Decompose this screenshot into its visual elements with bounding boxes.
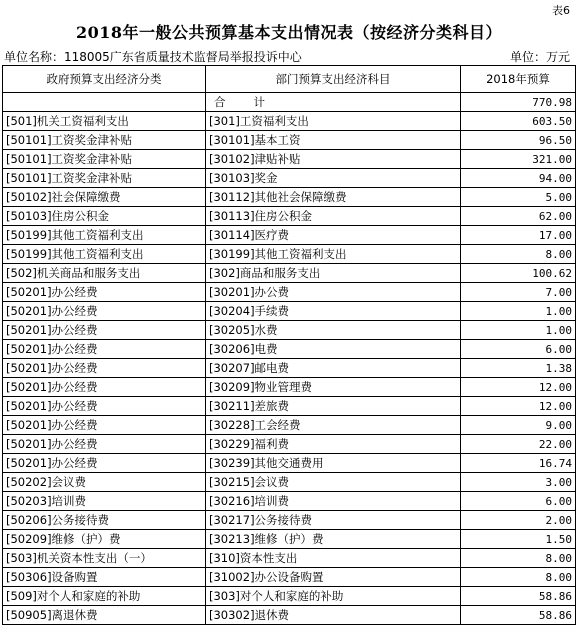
gov-classification-cell: [50203]培训费 xyxy=(3,492,206,511)
dept-subject-cell: [30201]办公费 xyxy=(206,283,461,302)
amount-cell: 1.50 xyxy=(461,530,576,549)
table-row xyxy=(3,435,576,454)
amount-cell: 62.00 xyxy=(461,207,576,226)
amount-cell: 5.00 xyxy=(461,188,576,207)
dept-subject-cell: [30302]退休费 xyxy=(206,606,461,625)
table-row xyxy=(3,473,576,492)
currency-unit-label: 单位：万元 xyxy=(509,50,570,64)
table-row xyxy=(3,587,576,606)
dept-subject-cell: [30213]维修（护）费 xyxy=(206,530,461,549)
table-row xyxy=(3,568,576,587)
total-value: 770.98 xyxy=(461,93,576,112)
amount-cell: 16.74 xyxy=(461,454,576,473)
gov-classification-cell: [50201]办公经费 xyxy=(3,397,206,416)
amount-cell: 12.00 xyxy=(461,378,576,397)
dept-subject-cell: [30113]住房公积金 xyxy=(206,207,461,226)
dept-subject-cell: [30199]其他工资福利支出 xyxy=(206,245,461,264)
table-row xyxy=(3,378,576,397)
table-row xyxy=(3,340,576,359)
dept-subject-cell: [30101]基本工资 xyxy=(206,131,461,150)
gov-classification-cell: [50306]设备购置 xyxy=(3,568,206,587)
amount-cell: 8.00 xyxy=(461,568,576,587)
amount-cell: 1.38 xyxy=(461,359,576,378)
gov-classification-cell: [50201]办公经费 xyxy=(3,340,206,359)
dept-subject-cell: [30205]水费 xyxy=(206,321,461,340)
amount-cell: 7.00 xyxy=(461,283,576,302)
table-row xyxy=(3,226,576,245)
amount-cell: 96.50 xyxy=(461,131,576,150)
gov-classification-cell: [50199]其他工资福利支出 xyxy=(3,226,206,245)
gov-classification-cell: [502]机关商品和服务支出 xyxy=(3,264,206,283)
table-row xyxy=(3,492,576,511)
gov-classification-cell: [503]机关资本性支出（一） xyxy=(3,549,206,568)
dept-subject-cell: [30215]会议费 xyxy=(206,473,461,492)
dept-subject-cell: [30211]差旅费 xyxy=(206,397,461,416)
table-row xyxy=(3,511,576,530)
total-row xyxy=(3,93,576,112)
dept-subject-cell: [303]对个人和家庭的补助 xyxy=(206,587,461,606)
dept-subject-cell: [30206]电费 xyxy=(206,340,461,359)
table-row xyxy=(3,454,576,473)
gov-classification-cell: [50905]离退休费 xyxy=(3,606,206,625)
gov-classification-cell: [50101]工资奖金津补贴 xyxy=(3,131,206,150)
dept-subject-cell: [30103]奖金 xyxy=(206,169,461,188)
dept-subject-cell: [30207]邮电费 xyxy=(206,359,461,378)
gov-classification-cell: [509]对个人和家庭的补助 xyxy=(3,587,206,606)
gov-classification-cell: [50201]办公经费 xyxy=(3,435,206,454)
gov-classification-cell: [50209]维修（护）费 xyxy=(3,530,206,549)
gov-classification-cell: [50102]社会保障缴费 xyxy=(3,188,206,207)
amount-cell: 321.00 xyxy=(461,150,576,169)
total-empty-cell xyxy=(3,93,206,112)
table-row xyxy=(3,150,576,169)
amount-cell: 6.00 xyxy=(461,492,576,511)
table-row xyxy=(3,397,576,416)
dept-subject-cell: [301]工资福利支出 xyxy=(206,112,461,131)
gov-classification-cell: [50201]办公经费 xyxy=(3,378,206,397)
table-header-row xyxy=(3,66,576,93)
column-header-dept-subject: 部门预算支出经济科目 xyxy=(206,66,461,93)
amount-cell: 603.50 xyxy=(461,112,576,131)
gov-classification-cell: [50201]办公经费 xyxy=(3,321,206,340)
table-row xyxy=(3,112,576,131)
dept-subject-cell: [30217]公务接待费 xyxy=(206,511,461,530)
dept-subject-cell: [30229]福利费 xyxy=(206,435,461,454)
table-row xyxy=(3,416,576,435)
amount-cell: 2.00 xyxy=(461,511,576,530)
gov-classification-cell: [50202]会议费 xyxy=(3,473,206,492)
amount-cell: 17.00 xyxy=(461,226,576,245)
amount-cell: 100.62 xyxy=(461,264,576,283)
amount-cell: 1.00 xyxy=(461,302,576,321)
gov-classification-cell: [50206]公务接待费 xyxy=(3,511,206,530)
table-number-tag: 表6 xyxy=(552,4,570,17)
table-row xyxy=(3,549,576,568)
dept-subject-cell: [30112]其他社会保障缴费 xyxy=(206,188,461,207)
gov-classification-cell: [50201]办公经费 xyxy=(3,283,206,302)
gov-classification-cell: [50201]办公经费 xyxy=(3,454,206,473)
amount-cell: 12.00 xyxy=(461,397,576,416)
document-title: 2018年一般公共预算基本支出情况表（按经济分类科目） xyxy=(75,23,503,42)
dept-subject-cell: [30114]医疗费 xyxy=(206,226,461,245)
amount-cell: 94.00 xyxy=(461,169,576,188)
table-row xyxy=(3,359,576,378)
dept-subject-cell: [30209]物业管理费 xyxy=(206,378,461,397)
gov-classification-cell: [50101]工资奖金津补贴 xyxy=(3,169,206,188)
amount-cell: 22.00 xyxy=(461,435,576,454)
table-row xyxy=(3,245,576,264)
table-row xyxy=(3,131,576,150)
amount-cell: 8.00 xyxy=(461,245,576,264)
gov-classification-cell: [501]机关工资福利支出 xyxy=(3,112,206,131)
table-row xyxy=(3,606,576,625)
table-row xyxy=(3,283,576,302)
amount-cell: 3.00 xyxy=(461,473,576,492)
gov-classification-cell: [50201]办公经费 xyxy=(3,359,206,378)
dept-subject-cell: [30204]手续费 xyxy=(206,302,461,321)
dept-subject-cell: [30239]其他交通费用 xyxy=(206,454,461,473)
table-row xyxy=(3,207,576,226)
amount-cell: 58.86 xyxy=(461,606,576,625)
gov-classification-cell: [50201]办公经费 xyxy=(3,302,206,321)
dept-subject-cell: [30228]工会经费 xyxy=(206,416,461,435)
gov-classification-cell: [50199]其他工资福利支出 xyxy=(3,245,206,264)
table-row xyxy=(3,321,576,340)
dept-subject-cell: [30102]津贴补贴 xyxy=(206,150,461,169)
gov-classification-cell: [50103]住房公积金 xyxy=(3,207,206,226)
table-row xyxy=(3,264,576,283)
dept-subject-cell: [302]商品和服务支出 xyxy=(206,264,461,283)
table-row xyxy=(3,530,576,549)
gov-classification-cell: [50101]工资奖金津补贴 xyxy=(3,150,206,169)
amount-cell: 58.86 xyxy=(461,587,576,606)
total-label: 合计 xyxy=(206,93,461,112)
gov-classification-cell: [50201]办公经费 xyxy=(3,416,206,435)
column-header-gov-classification: 政府预算支出经济分类 xyxy=(3,66,206,93)
amount-cell: 6.00 xyxy=(461,340,576,359)
dept-subject-cell: [31002]办公设备购置 xyxy=(206,568,461,587)
dept-subject-cell: [310]资本性支出 xyxy=(206,549,461,568)
amount-cell: 8.00 xyxy=(461,549,576,568)
dept-subject-cell: [30216]培训费 xyxy=(206,492,461,511)
column-header-budget-2018: 2018年预算 xyxy=(461,66,576,93)
unit-name-label: 单位名称：118005广东省质量技术监督局举报投诉中心 xyxy=(4,50,302,64)
table-row xyxy=(3,169,576,188)
amount-cell: 9.00 xyxy=(461,416,576,435)
budget-table xyxy=(2,65,576,625)
table-row xyxy=(3,188,576,207)
amount-cell: 1.00 xyxy=(461,321,576,340)
table-row xyxy=(3,302,576,321)
